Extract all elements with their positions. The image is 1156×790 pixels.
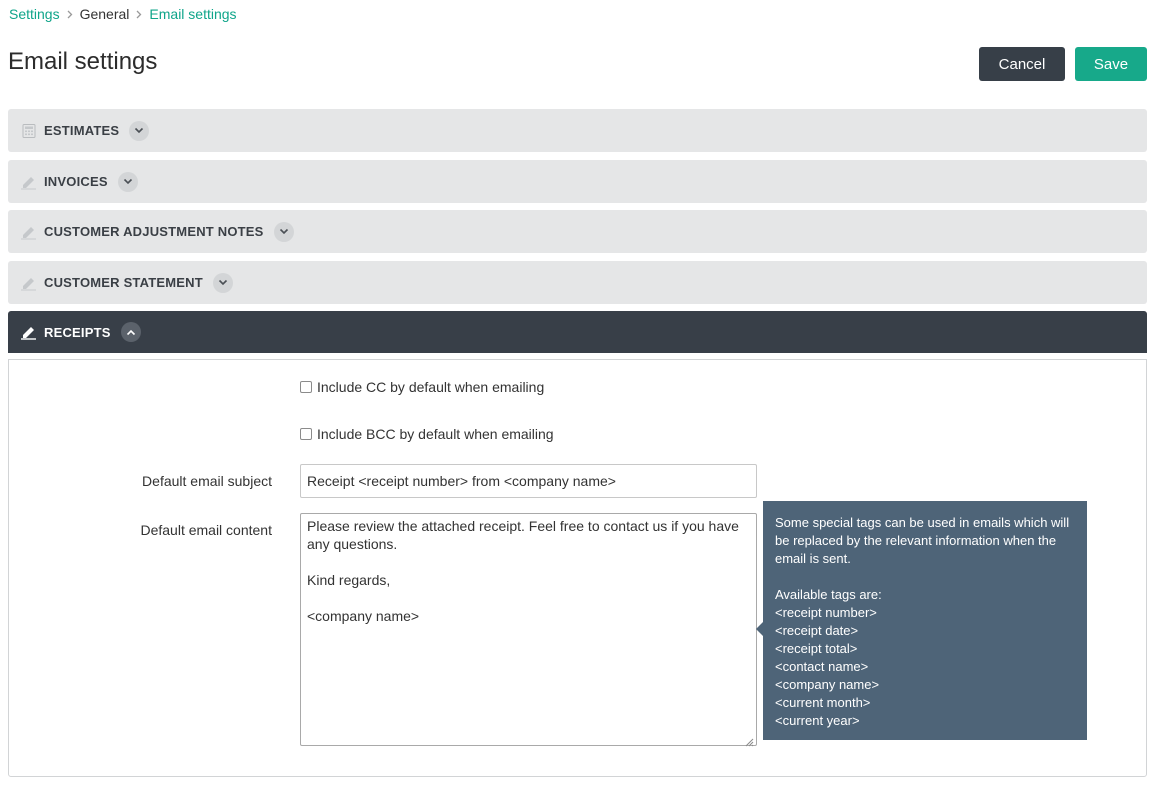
include-cc-label[interactable]: Include CC by default when emailing (317, 379, 545, 395)
subject-label: Default email subject (142, 473, 272, 489)
include-bcc-row (300, 426, 554, 442)
section-label: CUSTOMER STATEMENT (44, 275, 203, 290)
chevron-up-icon[interactable] (121, 322, 141, 342)
breadcrumb-email-settings[interactable]: Email settings (149, 6, 237, 22)
tooltip-tag: <current month> (775, 695, 871, 710)
tooltip-tags-heading: Available tags are: (775, 587, 882, 602)
content-line: <company name> (307, 608, 420, 624)
breadcrumb (9, 5, 237, 23)
tooltip-tag: <receipt date> (775, 623, 859, 638)
pencil-icon (20, 223, 38, 241)
chevron-down-icon[interactable] (118, 172, 138, 192)
pencil-icon (20, 173, 38, 191)
chevron-down-icon[interactable] (213, 273, 233, 293)
section-customer-statement[interactable] (8, 261, 1147, 304)
section-invoices[interactable] (8, 160, 1147, 203)
content-line: Please review the attached receipt. Feel free to contact us if you have any questions. (307, 518, 739, 552)
tooltip-tag: <receipt total> (775, 641, 858, 656)
tooltip-arrow (756, 622, 763, 636)
tags-help-tooltip (763, 501, 1087, 740)
breadcrumb-settings-link[interactable]: Settings (9, 6, 60, 22)
tooltip-tag: <contact name> (775, 659, 869, 674)
save-button[interactable]: Save (1075, 47, 1147, 81)
chevron-down-icon[interactable] (274, 222, 294, 242)
section-label: CUSTOMER ADJUSTMENT NOTES (44, 224, 264, 239)
chevron-right-icon (67, 10, 73, 19)
resize-handle-icon[interactable] (744, 733, 754, 743)
pencil-icon (20, 274, 38, 292)
include-cc-checkbox[interactable] (300, 381, 312, 393)
include-cc-row (300, 379, 544, 395)
subject-input[interactable] (300, 464, 757, 498)
section-label: ESTIMATES (44, 123, 120, 138)
tooltip-intro: Some special tags can be used in emails which will be replaced by the relevant information when the email is sent. (775, 515, 1070, 566)
cancel-button[interactable]: Cancel (979, 47, 1065, 81)
section-label: RECEIPTS (44, 324, 111, 340)
tooltip-tag: <company name> (775, 677, 880, 692)
content-line: Kind regards, (307, 572, 391, 588)
page-title: Email settings (8, 48, 158, 75)
breadcrumb-general-link[interactable]: General (79, 6, 130, 22)
chevron-right-icon (136, 10, 142, 19)
chevron-down-icon[interactable] (129, 121, 149, 141)
include-bcc-label[interactable]: Include BCC by default when emailing (317, 426, 554, 442)
section-label: INVOICES (44, 174, 108, 189)
section-estimates[interactable] (8, 109, 1147, 152)
tooltip-tag: <current year> (775, 713, 860, 728)
pencil-icon (20, 323, 38, 341)
content-textarea[interactable] (300, 513, 757, 746)
section-customer-adjustment-notes[interactable] (8, 210, 1147, 253)
section-receipts[interactable] (8, 311, 1147, 353)
content-label: Default email content (140, 522, 272, 538)
calculator-icon (20, 122, 38, 140)
tooltip-tag: <receipt number> (775, 605, 877, 620)
include-bcc-checkbox[interactable] (300, 428, 312, 440)
